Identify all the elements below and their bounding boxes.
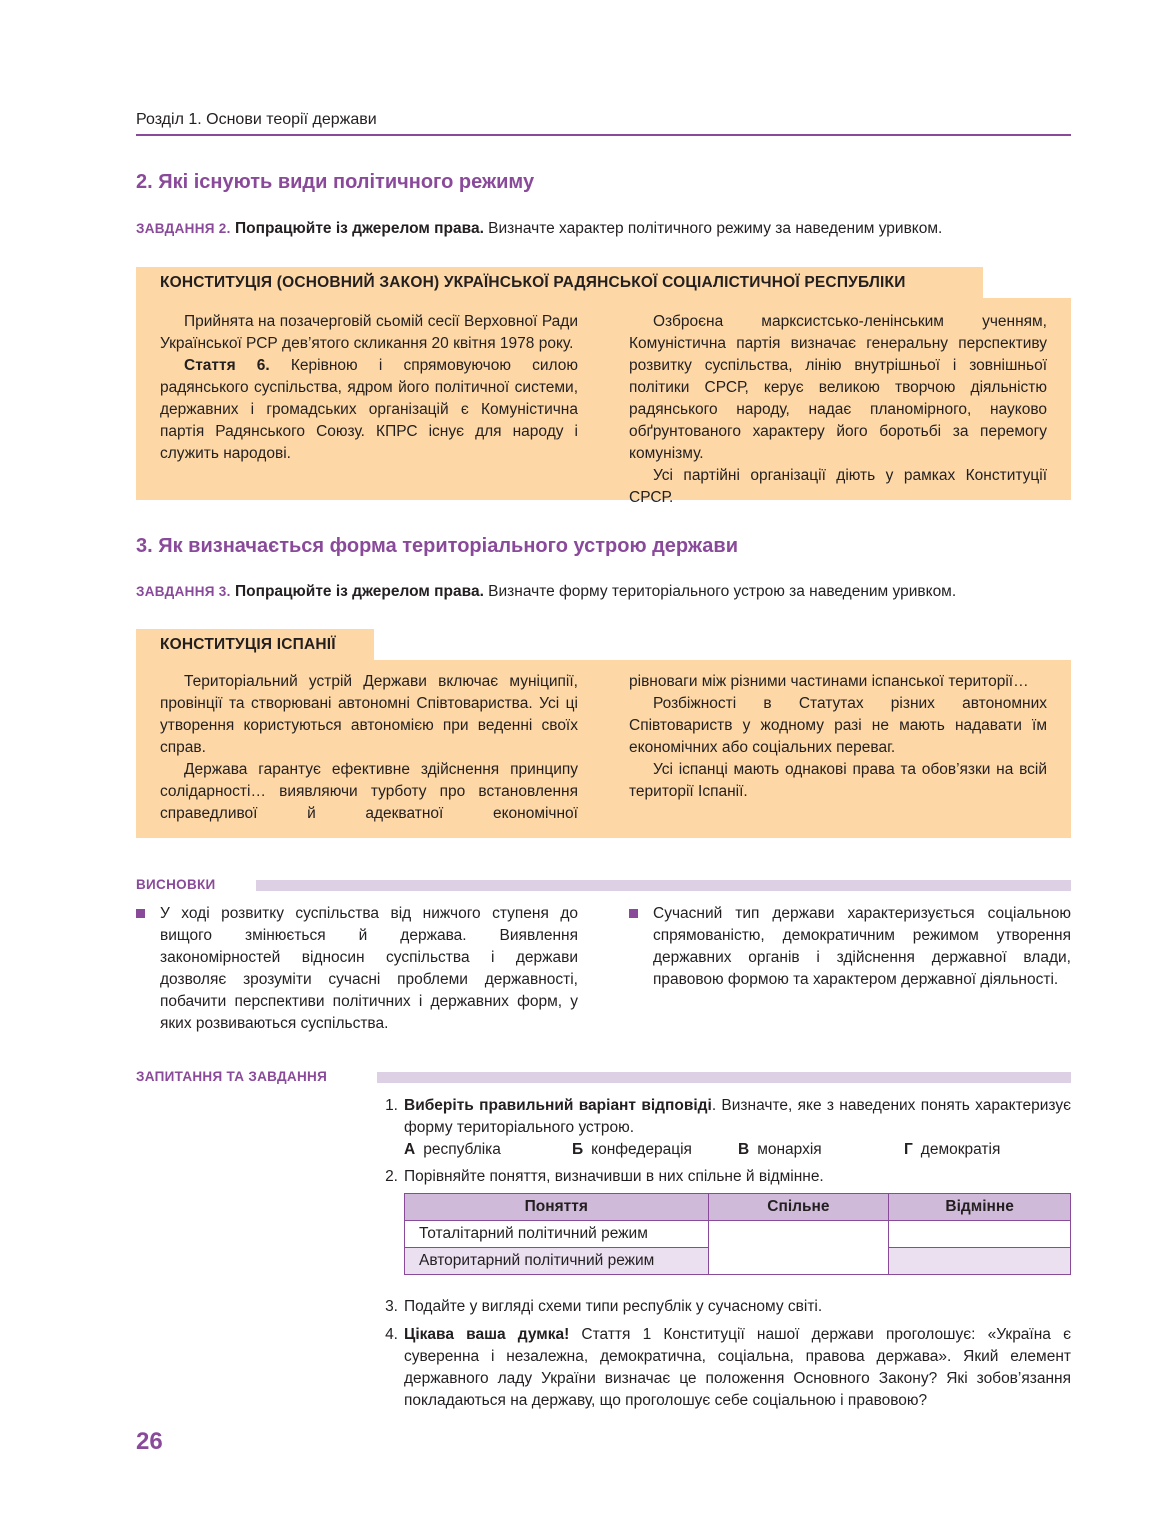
source-3-box (136, 660, 1071, 838)
option-a-text: республіка (423, 1141, 501, 1158)
conclusion-item-1 (136, 903, 578, 1035)
task-3-label: ЗАВДАННЯ 3. (136, 584, 231, 599)
question-3-number: 3. (385, 1298, 398, 1315)
conclusions-label: ВИСНОВКИ (136, 877, 216, 892)
question-3-text: Подайте у вигляді схеми типи республік у сучасному світі. (404, 1298, 823, 1315)
source-3-right-paragraph-2: Розбіжності в Статутах різних автономних Співтовариств у жодному разі не мають надавати їм економічних або соціальних переваг. (629, 695, 1047, 756)
article-6-text: Керівною і спрямовуючою силою радянського суспільства, ядром його політичної системи, державних і громадських організацій є Комуністична партія Радянського Союзу. КПРС існує для народу і служить народові. (160, 357, 578, 462)
chapter-header: Розділ 1. Основи теорії держави (136, 111, 377, 128)
source-3-right-column (629, 671, 1047, 803)
question-2-text: Порівняйте поняття, визначивши в них спільне й відмінне. (404, 1168, 824, 1185)
table-cell-different-2 (889, 1248, 1071, 1275)
table-header-concept: Поняття (405, 1194, 709, 1221)
question-1-bold: Виберіть правильний варіант відповіді (404, 1097, 712, 1114)
option-d-letter: Г (904, 1141, 913, 1158)
source-2-left-paragraph-2 (160, 355, 578, 465)
conclusion-text-1: У ході розвитку суспільства від нижчого ступеня до вищого змінюється й держава. Виявлення закономірностей відносин суспільства і держави дозволяє зрозуміти сучасні проблеми державності, побачити перспективи політичних і державних форм, у яких розвиваються суспільства. (160, 905, 578, 1032)
question-2-number: 2. (385, 1168, 398, 1185)
question-1 (378, 1095, 1071, 1161)
conclusion-item-2 (629, 903, 1071, 991)
questions-label: ЗАПИТАННЯ ТА ЗАВДАННЯ (136, 1069, 328, 1084)
header-divider (136, 134, 1071, 136)
question-4-number: 4. (385, 1326, 398, 1343)
article-6-label: Стаття 6. (184, 357, 270, 374)
option-d (904, 1139, 1000, 1161)
bullet-square-icon (136, 909, 145, 918)
source-3-title: КОНСТИТУЦІЯ ІСПАНІЇ (136, 629, 374, 661)
table-header-different: Відмінне (889, 1194, 1071, 1221)
option-c (738, 1139, 822, 1161)
source-2-right-column (629, 311, 1047, 509)
task-3 (136, 581, 1071, 603)
table-cell-different-1 (889, 1221, 1071, 1248)
source-2-left-column (160, 311, 578, 465)
table-row (405, 1221, 1071, 1248)
bullet-square-icon (629, 909, 638, 918)
question-1-number: 1. (385, 1097, 398, 1114)
table-cell-totalitarian: Тоталітарний політичний режим (405, 1221, 709, 1248)
source-3-left-paragraph-2: Держава гарантує ефективне здійснення принципу солідарності… виявляючи турботу про встановлення справедливої й адекватної економічної (160, 761, 578, 822)
question-3 (378, 1296, 1071, 1318)
source-3-left-paragraph-1: Територіальний устрій Держави включає муніципії, провінції та створювані автономні Співтовариства. Усі ці утворення користуються автономією при веденні своїх справ. (160, 673, 578, 756)
option-c-text: монархія (757, 1141, 822, 1158)
table-cell-authoritarian: Авторитарний політичний режим (405, 1248, 709, 1275)
section-2-title: 2. Які існують види політичного режиму (136, 171, 535, 193)
source-2-title: КОНСТИТУЦІЯ (ОСНОВНИЙ ЗАКОН) УКРАЇНСЬКОЇ РАДЯНСЬКОЇ СОЦІАЛІСТИЧНОЇ РЕСПУБЛІКИ (136, 267, 983, 299)
question-4 (378, 1324, 1071, 1412)
table-cell-common (708, 1221, 889, 1275)
option-d-text: демократія (920, 1141, 1001, 1158)
option-a (404, 1139, 501, 1161)
source-2-box (136, 298, 1071, 506)
page-number: 26 (136, 1428, 163, 1455)
task-3-text: Визначте форму територіального устрою за наведеним уривком. (483, 583, 957, 600)
task-3-bold: Попрацюйте із джерелом права. (234, 583, 484, 600)
option-c-letter: В (738, 1141, 750, 1158)
conclusion-text-2: Сучасний тип держави характеризується соціальною спрямованістю, демократичним режимом утворення державних органів і здійснення державної влади, правовою формою та характером державної діяльності. (653, 905, 1071, 988)
questions-bar (377, 1072, 1071, 1083)
conclusions-bar (256, 880, 1071, 891)
option-b (572, 1139, 692, 1161)
question-1-options (404, 1139, 1071, 1161)
task-2-label: ЗАВДАННЯ 2. (136, 221, 231, 236)
question-4-text: Стаття 1 Конституції нашої держави проголошує: «Україна є суверенна і незалежна, демократична, соціальна, правова держава». Який елемент державного ладу України визначає це положення Основного Закону? Які зобов’язання покладаються на державу, що проголошує себе соціальною і правовою? (404, 1326, 1072, 1409)
comparison-table (404, 1193, 1071, 1275)
source-3-right-paragraph-3: Усі іспанці мають однакові права та обов’язки на всій території Іспанії. (629, 761, 1047, 800)
table-header-row (405, 1194, 1071, 1221)
section-3-title: 3. Як визначається форма територіального устрою держави (136, 535, 738, 557)
task-2-text: Визначте характер політичного режиму за наведеним уривком. (483, 220, 943, 237)
source-2-right-paragraph-2: Усі партійні організації діють у рамках Конституції СРСР. (629, 467, 1047, 506)
task-2 (136, 218, 1071, 240)
source-2-right-paragraph-1: Озброєна марксистсько-ленінським ученням, Комуністична партія визначає генеральну перспективу розвитку суспільства, лінію внутрішньої і зовнішньої політики СРСР, керує великою творчою діяльністю радянського народу, надає планомірного, науково обґрунтованого характеру його боротьбі за перемогу комунізму. (629, 313, 1047, 462)
option-b-text: конфедерація (591, 1141, 692, 1158)
table-header-common: Спільне (708, 1194, 889, 1221)
source-3-left-column (160, 671, 578, 825)
task-2-bold: Попрацюйте із джерелом права. (234, 220, 484, 237)
option-a-letter: А (404, 1141, 416, 1158)
source-3-right-paragraph-1: рівноваги між різними частинами іспанської території… (629, 673, 1029, 690)
question-1-text: . Визначте, яке з наведених понять характеризує форму територіального устрою. (404, 1097, 1071, 1136)
source-2-left-paragraph-1: Прийнята на позачерговій сьомій сесії Верховної Ради Української РСР дев’ятого скликання 20 квітня 1978 року. (160, 313, 578, 352)
option-b-letter: Б (572, 1141, 584, 1158)
question-4-bold: Цікава ваша думка! (404, 1326, 570, 1343)
question-2 (378, 1166, 1071, 1188)
